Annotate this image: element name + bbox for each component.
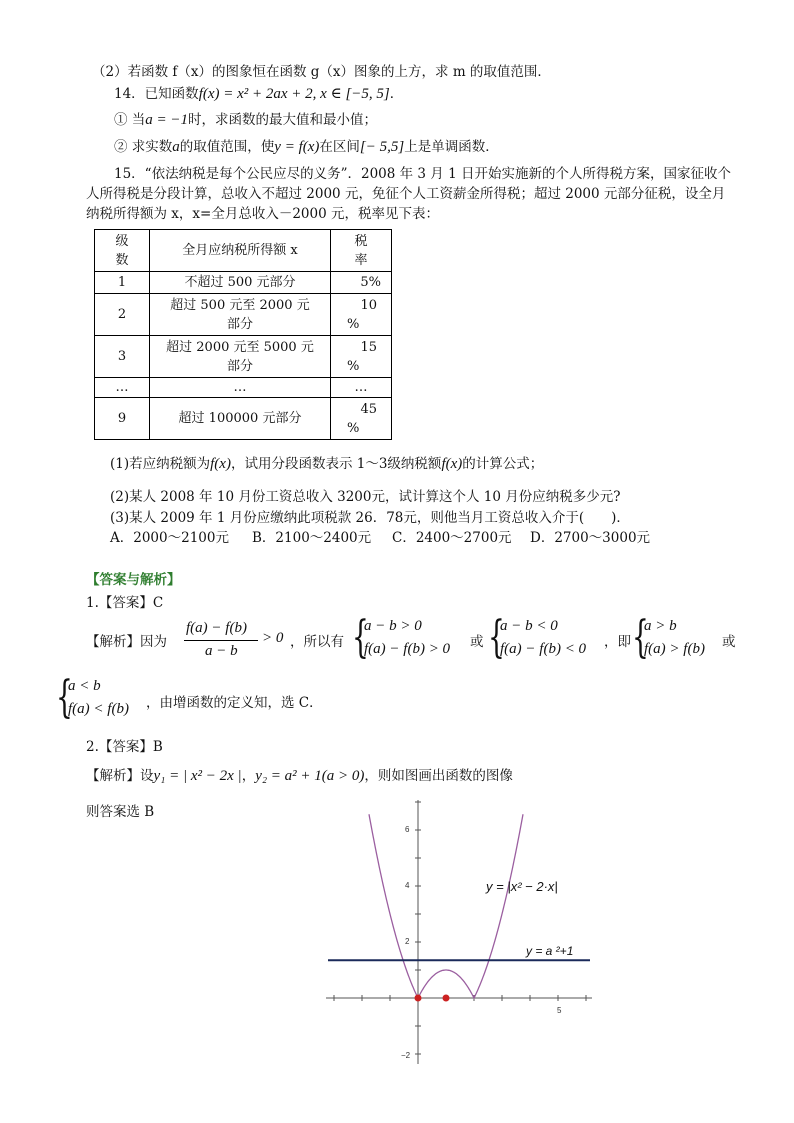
a1-suoyi: ，所以有 [290, 634, 344, 650]
row-range [150, 336, 331, 378]
header-level-b: 数 [115, 252, 129, 268]
header-level [95, 230, 150, 272]
row-rate [331, 398, 392, 440]
q15-sub1-post: 的计算公式； [462, 456, 544, 472]
intersection-point [415, 995, 422, 1002]
table-row [95, 294, 392, 336]
q13-part2: （2）若函数 f（x）的图象恒在函数 g（x）图象的上方，求 m 的取值范围． [92, 64, 551, 80]
curve-abs-quadratic [369, 814, 523, 998]
a1-sys3-line1: a > b [644, 618, 677, 634]
q14-part2-a: a [172, 139, 180, 155]
a1-sys4-line1: a < b [68, 678, 101, 694]
table-row [95, 398, 392, 440]
a1-frac-numerator: f(a) − f(b) [186, 620, 247, 636]
table-row [95, 378, 392, 398]
row-range: 不超过 500 元部分 [150, 272, 331, 294]
q15-sub2: (2)某人 2008 年 10 月份工资总收入 3200元，试计算这个人 10 月份应纳税多少元? [110, 489, 621, 505]
q14-part2-mid2: 在区间 [319, 139, 360, 155]
q14-part1 [114, 108, 377, 129]
q14-part1-math: a = −1 [145, 112, 189, 128]
row-rate-a: 15 [360, 339, 377, 355]
left-brace-icon: { [352, 612, 369, 663]
row-rate-a: 45 [360, 401, 377, 417]
answer2-conclusion: 则答案选 B [86, 804, 155, 820]
option-c: C．2400～2700元 [392, 530, 512, 546]
row-rate: … [331, 378, 392, 398]
q14-part2-pre: ② 求实数 [114, 139, 173, 155]
row-range-b: 部分 [226, 316, 253, 332]
q14-part1-pre: ① 当 [114, 112, 146, 128]
a2-y1: y₁ = | x² − 2x | [153, 768, 242, 784]
option-a: A．2000～2100元 [110, 530, 229, 546]
row-level: … [95, 378, 150, 398]
q15-sub1-f2: f(x) [441, 456, 463, 472]
option-d: D．2700～3000元 [530, 530, 651, 546]
q14-part2 [114, 135, 499, 156]
table-header-row [95, 230, 392, 272]
header-rate-b: 率 [354, 252, 368, 268]
header-level-a: 级 [115, 233, 129, 249]
y-tick-label: 2 [405, 937, 410, 946]
q15-sub1-f1: f(x) [210, 456, 231, 472]
a1-sys1-line1: a − b > 0 [364, 618, 422, 634]
x-tick-label: 5 [557, 1006, 562, 1015]
answer2-label: 2.【答案】B [86, 739, 163, 755]
q14-function: f(x) = x² + 2ax + 2, x ∈ [−5, 5] [198, 86, 390, 102]
row-rate-a: 10 [360, 297, 377, 313]
answer1-jiexi: 【解析】因为 [86, 634, 167, 650]
q15-sub1-pre: (1)若应纳税额为 [110, 456, 211, 472]
y-tick-label: 4 [405, 881, 410, 890]
a1-conclusion: ，由增函数的定义知，选 C． [146, 695, 323, 711]
line-label: y = a ²+1 [526, 944, 574, 958]
row-level: 1 [95, 272, 150, 294]
y-tick-label: −2 [401, 1051, 411, 1060]
a1-or: 或 [470, 634, 484, 650]
intersection-point [443, 995, 450, 1002]
row-range: 超过 100000 元部分 [150, 398, 331, 440]
a2-jiexi-pre: 【解析】设 [86, 768, 154, 784]
q14-part1-post: 时，求函数的最大值和最小值； [188, 112, 378, 128]
q14-part2-interval: [− 5,5] [359, 139, 405, 155]
header-rate-a: 税 [354, 233, 368, 249]
row-rate-b: % [347, 358, 360, 374]
answer2-jiexi [86, 764, 513, 785]
row-level: 2 [95, 294, 150, 336]
a1-sys3-line2: f(a) > f(b) [644, 641, 705, 657]
row-level: 3 [95, 336, 150, 378]
left-brace-icon: { [488, 612, 505, 663]
q15-sub3: (3)某人 2009 年 1 月份应缴纳此项税款 26．78元，则他当月工资总收入介于( )． [110, 510, 630, 526]
a1-frac-line [184, 640, 258, 641]
a1-or2: 或 [722, 634, 736, 650]
q14-part2-post: 上是单调函数． [404, 139, 499, 155]
table-row [95, 272, 392, 294]
a1-sys2-line2: f(a) − f(b) < 0 [500, 641, 587, 657]
q15-sub1 [110, 452, 543, 473]
row-rate [331, 336, 392, 378]
row-range-b: 部分 [226, 358, 253, 374]
tax-rate-table [94, 229, 392, 440]
a1-gt0: > 0 [262, 630, 284, 646]
q15-text: 15．“依法纳税是每个公民应尽的义务”．2008 年 3 月 1 日开始实施新的个人所得税方案，国家征收个人所得税是分段计算，总收入不超过 2000 元，免征个人工资薪金所得税；超过 2000 元部分征税，设全月纳税所得额为 x，x=全月总收入－2000 元，税率见下表： [86, 166, 731, 222]
row-range-a: 超过 2000 元至 5000 元 [166, 339, 314, 355]
a1-ji: ，即 [604, 634, 631, 650]
row-range-a: 超过 500 元至 2000 元 [170, 297, 310, 313]
a1-frac-denominator: a − b [205, 643, 238, 659]
left-brace-icon: { [56, 672, 73, 723]
option-b: B．2100～2400元 [252, 530, 372, 546]
header-range: 全月应纳税所得额 x [150, 230, 331, 272]
row-rate-b: % [347, 316, 360, 332]
row-range: … [150, 378, 331, 398]
q14-end: ． [389, 86, 404, 102]
table-row [95, 336, 392, 378]
header-rate [331, 230, 392, 272]
row-rate: 5% [331, 272, 392, 294]
a2-y2: y₂ = a² + 1(a > 0) [255, 768, 365, 784]
row-range [150, 294, 331, 336]
a1-sys2-line1: a − b < 0 [500, 618, 558, 634]
row-rate [331, 294, 392, 336]
a2-sep: ， [241, 768, 256, 784]
answers-heading: 【答案与解析】 [86, 572, 181, 588]
y-tick-label: 6 [405, 825, 410, 834]
q14-intro [114, 82, 403, 103]
a1-sys1-line2: f(a) − f(b) > 0 [364, 641, 451, 657]
a1-sys4-line2: f(a) < f(b) [68, 701, 129, 717]
row-rate-b: % [347, 420, 360, 436]
answer1-label: 1.【答案】C [86, 595, 164, 611]
graph-axes [326, 800, 592, 1064]
q14-part2-math: y = f(x) [274, 139, 320, 155]
left-brace-icon: { [632, 612, 649, 663]
curve-label: y = |x² − 2·x| [486, 879, 558, 894]
q15-sub1-mid: ，试用分段函数表示 1～3级纳税额 [230, 456, 442, 472]
a2-post: ，则如图画出函数的图像 [364, 768, 513, 784]
q14-part2-mid: 的取值范围，使 [179, 139, 275, 155]
q14-intro-text: 14．已知函数 [114, 86, 199, 102]
row-level: 9 [95, 398, 150, 440]
